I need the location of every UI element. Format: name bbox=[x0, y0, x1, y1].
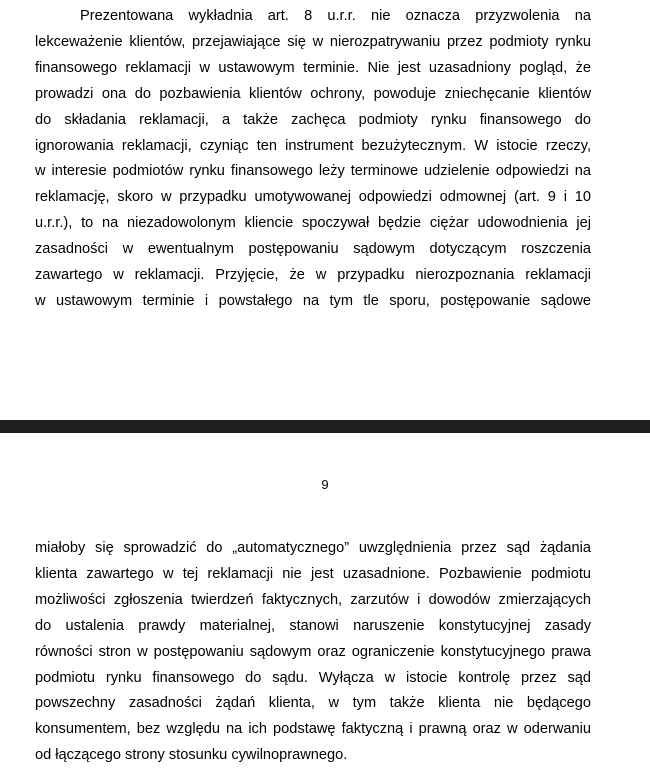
text-line: od łączącego strony stosunku cywilnoprawnego. bbox=[35, 747, 348, 764]
text-line: równości stron w postępowaniu sądowym oraz ograniczenie konstytucyjnego prawa bbox=[35, 643, 591, 660]
text-line: w interesie podmiotów rynku finansowego leży terminowe udzielenie odpowiedzi na bbox=[35, 163, 591, 180]
text-line: możliwości zgłoszenia twierdzeń faktycznych, zarzutów i dowodów zmierzających bbox=[35, 591, 591, 608]
text-line: ignorowania reklamacji, czyniąc ten instrument bezużytecznym. W istocie rzeczy, bbox=[35, 137, 591, 154]
paragraph-interpretation-art-8 bbox=[35, 4, 591, 315]
text-line: klienta zawartego w tej reklamacji nie jest uzasadnione. Pozbawienie podmiotu bbox=[35, 565, 591, 582]
text-line: do składania reklamacji, a także zachęca podmioty rynku finansowego do bbox=[35, 111, 591, 128]
text-line: powszechny zasadności żądań klienta, w tym także klienta nie będącego bbox=[35, 695, 591, 712]
text-line: prowadzi ona do pozbawienia klientów ochrony, powoduje zniechęcanie klientów bbox=[35, 85, 591, 102]
text-line: podmiotu rynku finansowego do sądu. Wyłącza w istocie kontrolę przez sąd bbox=[35, 669, 591, 686]
page-separator bbox=[0, 420, 650, 433]
text-line: lekceważenie klientów, przejawiające się w nierozpatrywaniu przez podmioty rynku bbox=[35, 33, 591, 50]
paragraph-continuation bbox=[35, 536, 591, 769]
text-line: u.r.r.), to na niezadowolonym kliencie spoczywał będzie ciężar udowodnienia jej bbox=[35, 215, 591, 232]
text-line: w ustawowym terminie i powstałego na tym tle sporu, postępowanie sądowe bbox=[35, 292, 591, 309]
text-line: finansowego reklamacji w ustawowym terminie. Nie jest uzasadniony pogląd, że bbox=[35, 59, 591, 76]
text-line: Prezentowana wykładnia art. 8 u.r.r. nie oznacza przyzwolenia na bbox=[80, 8, 591, 24]
text-line: miałoby się sprowadzić do „automatycznego” uwzględnienia przez sąd żądania bbox=[35, 540, 591, 556]
text-line: reklamację, skoro w przypadku umotywowanej odpowiedzi odmownej (art. 9 i 10 bbox=[35, 189, 591, 206]
document-page-bottom bbox=[0, 433, 650, 773]
text-line: do ustalenia prawdy materialnej, stanowi naruszenie konstytucyjnej zasady bbox=[35, 617, 591, 634]
page-number: 9 bbox=[321, 477, 329, 492]
text-line: konsumentem, bez względu na ich podstawę faktyczną i prawną oraz w oderwaniu bbox=[35, 721, 591, 738]
text-line: zasadności w ewentualnym postępowaniu sądowym dotyczącym roszczenia bbox=[35, 241, 591, 258]
text-line: zawartego w reklamacji. Przyjęcie, że w przypadku nierozpoznania reklamacji bbox=[35, 267, 591, 284]
